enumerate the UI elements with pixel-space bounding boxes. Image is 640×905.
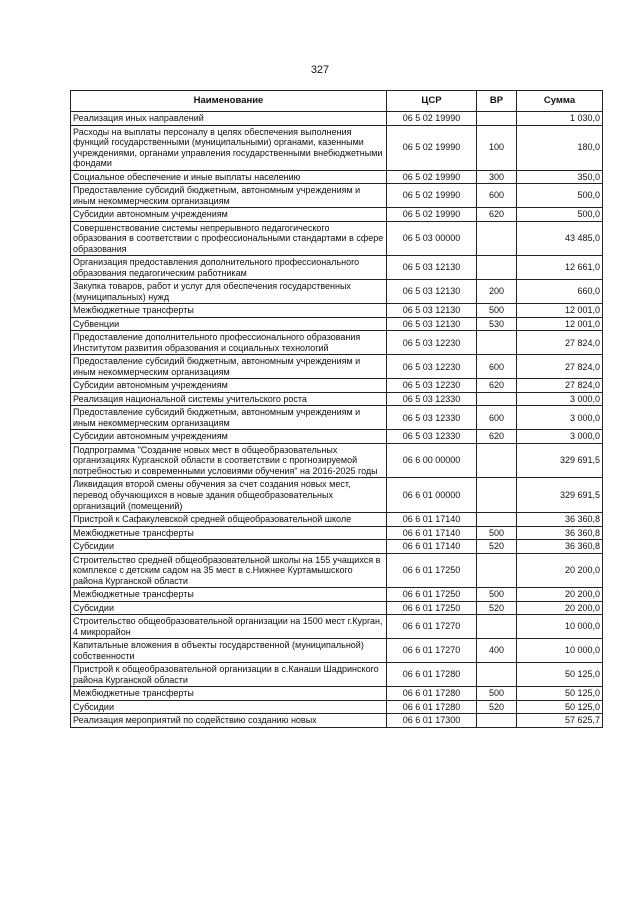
row-csr: 06 5 02 19990 bbox=[387, 112, 477, 126]
page-number: 327 bbox=[310, 64, 330, 76]
row-csr: 06 6 01 17140 bbox=[387, 526, 477, 540]
row-name: Организация предоставления дополнительного профессионального образования педагогическим работникам bbox=[71, 256, 387, 280]
row-name: Субвенции bbox=[71, 317, 387, 331]
table-row bbox=[71, 478, 603, 513]
row-name: Реализация мероприятий по содействию созданию новых bbox=[71, 714, 387, 728]
row-vr: 600 bbox=[477, 355, 517, 379]
row-sum: 350,0 bbox=[517, 170, 603, 184]
row-csr: 06 5 02 19990 bbox=[387, 125, 477, 170]
table-row bbox=[71, 714, 603, 728]
row-sum: 3 000,0 bbox=[517, 406, 603, 430]
row-csr: 06 6 01 17300 bbox=[387, 714, 477, 728]
row-vr: 620 bbox=[477, 379, 517, 393]
row-csr: 06 6 01 17270 bbox=[387, 615, 477, 639]
row-name: Предоставление субсидий бюджетным, автономным учреждениям и иным некоммерческим организациям bbox=[71, 184, 387, 208]
row-vr bbox=[477, 331, 517, 355]
row-name: Межбюджетные трансферты bbox=[71, 526, 387, 540]
table-row bbox=[71, 700, 603, 714]
table-row bbox=[71, 601, 603, 615]
table-row bbox=[71, 355, 603, 379]
row-name: Ликвидация второй смены обучения за счет создания новых мест, перевод обучающихся в новые здания общеобразовательных организаций (помещений) bbox=[71, 478, 387, 513]
row-csr: 06 6 01 17270 bbox=[387, 639, 477, 663]
row-name: Строительство средней общеобразовательной школы на 155 учащихся в комплексе с детским садом на 35 мест в с.Нижнее Куртамышского района Курганской области bbox=[71, 553, 387, 588]
row-name: Межбюджетные трансферты bbox=[71, 687, 387, 701]
row-sum: 12 001,0 bbox=[517, 304, 603, 318]
row-vr: 500 bbox=[477, 526, 517, 540]
row-sum: 180,0 bbox=[517, 125, 603, 170]
row-vr bbox=[477, 392, 517, 406]
row-sum: 20 200,0 bbox=[517, 601, 603, 615]
table-row bbox=[71, 443, 603, 478]
table-row bbox=[71, 392, 603, 406]
header-vr: ВР bbox=[477, 91, 517, 112]
row-sum: 36 360,8 bbox=[517, 513, 603, 527]
row-csr: 06 6 01 00000 bbox=[387, 478, 477, 513]
header-csr: ЦСР bbox=[387, 91, 477, 112]
row-sum: 10 000,0 bbox=[517, 639, 603, 663]
row-sum: 27 824,0 bbox=[517, 379, 603, 393]
row-vr bbox=[477, 714, 517, 728]
row-name: Реализация национальной системы учительского роста bbox=[71, 392, 387, 406]
row-name: Субсидии автономным учреждениям bbox=[71, 208, 387, 222]
row-name: Пристрой к общеобразовательной организации в с.Канаши Шадринского района Курганской области bbox=[71, 663, 387, 687]
row-sum: 500,0 bbox=[517, 184, 603, 208]
row-csr: 06 5 03 12330 bbox=[387, 392, 477, 406]
table-row bbox=[71, 526, 603, 540]
table-row bbox=[71, 615, 603, 639]
row-vr: 530 bbox=[477, 317, 517, 331]
row-vr bbox=[477, 513, 517, 527]
row-vr: 520 bbox=[477, 540, 517, 554]
row-csr: 06 5 03 12230 bbox=[387, 379, 477, 393]
row-name: Субсидии bbox=[71, 700, 387, 714]
table-row bbox=[71, 639, 603, 663]
table-row bbox=[71, 663, 603, 687]
row-csr: 06 5 03 12130 bbox=[387, 280, 477, 304]
row-sum: 36 360,8 bbox=[517, 526, 603, 540]
table-row bbox=[71, 513, 603, 527]
table-row bbox=[71, 317, 603, 331]
table-row bbox=[71, 208, 603, 222]
row-csr: 06 5 03 12230 bbox=[387, 355, 477, 379]
row-sum: 50 125,0 bbox=[517, 663, 603, 687]
row-csr: 06 5 03 00000 bbox=[387, 221, 477, 256]
row-csr: 06 6 01 17250 bbox=[387, 588, 477, 602]
row-csr: 06 6 01 17250 bbox=[387, 601, 477, 615]
row-name: Субсидии bbox=[71, 601, 387, 615]
row-vr: 600 bbox=[477, 184, 517, 208]
row-csr: 06 6 01 17140 bbox=[387, 540, 477, 554]
table-row bbox=[71, 256, 603, 280]
row-vr bbox=[477, 443, 517, 478]
table-row bbox=[71, 687, 603, 701]
row-sum: 3 000,0 bbox=[517, 430, 603, 444]
row-csr: 06 6 01 17250 bbox=[387, 553, 477, 588]
row-sum: 660,0 bbox=[517, 280, 603, 304]
row-vr bbox=[477, 112, 517, 126]
row-name: Капитальные вложения в объекты государственной (муниципальной) собственности bbox=[71, 639, 387, 663]
row-vr bbox=[477, 256, 517, 280]
table-row bbox=[71, 430, 603, 444]
row-name: Субсидии автономным учреждениям bbox=[71, 379, 387, 393]
row-name: Расходы на выплаты персоналу в целях обеспечения выполнения функций государственными (муниципальными) органами, казенными учреждениями, органами управления государственными внебюджетными фондами bbox=[71, 125, 387, 170]
row-csr: 06 5 02 19990 bbox=[387, 208, 477, 222]
row-sum: 329 691,5 bbox=[517, 443, 603, 478]
table-row bbox=[71, 221, 603, 256]
row-csr: 06 5 03 12130 bbox=[387, 256, 477, 280]
row-sum: 50 125,0 bbox=[517, 700, 603, 714]
row-name: Закупка товаров, работ и услуг для обеспечения государственных (муниципальных) нужд bbox=[71, 280, 387, 304]
row-name: Предоставление субсидий бюджетным, автономным учреждениям и иным некоммерческим организациям bbox=[71, 355, 387, 379]
table-row bbox=[71, 406, 603, 430]
row-sum: 12 661,0 bbox=[517, 256, 603, 280]
row-vr bbox=[477, 663, 517, 687]
table-row bbox=[71, 379, 603, 393]
row-sum: 43 485,0 bbox=[517, 221, 603, 256]
row-vr: 500 bbox=[477, 687, 517, 701]
row-csr: 06 5 03 12130 bbox=[387, 317, 477, 331]
row-csr: 06 5 03 12130 bbox=[387, 304, 477, 318]
row-name: Подпрограмма "Создание новых мест в общеобразовательных организациях Курганской области в соответствии с прогнозируемой потребностью и современными условиями обучения" на 2016-2025 годы bbox=[71, 443, 387, 478]
row-sum: 329 691,5 bbox=[517, 478, 603, 513]
row-csr: 06 5 02 19990 bbox=[387, 184, 477, 208]
row-name: Субсидии bbox=[71, 540, 387, 554]
row-vr: 620 bbox=[477, 208, 517, 222]
row-name: Социальное обеспечение и иные выплаты населению bbox=[71, 170, 387, 184]
row-sum: 500,0 bbox=[517, 208, 603, 222]
row-csr: 06 6 01 17140 bbox=[387, 513, 477, 527]
row-name: Межбюджетные трансферты bbox=[71, 588, 387, 602]
table-row bbox=[71, 125, 603, 170]
row-vr: 200 bbox=[477, 280, 517, 304]
budget-table bbox=[70, 90, 603, 728]
row-csr: 06 5 03 12230 bbox=[387, 331, 477, 355]
row-name: Совершенствование системы непрерывного педагогического образования в соответствии с профессиональными стандартами в сфере образования bbox=[71, 221, 387, 256]
table-row bbox=[71, 331, 603, 355]
row-sum: 1 030,0 bbox=[517, 112, 603, 126]
row-vr: 500 bbox=[477, 304, 517, 318]
row-sum: 20 200,0 bbox=[517, 553, 603, 588]
table-row bbox=[71, 304, 603, 318]
row-csr: 06 6 01 17280 bbox=[387, 663, 477, 687]
row-vr bbox=[477, 478, 517, 513]
row-vr bbox=[477, 615, 517, 639]
row-sum: 12 001,0 bbox=[517, 317, 603, 331]
row-vr: 520 bbox=[477, 700, 517, 714]
table-row bbox=[71, 170, 603, 184]
row-vr: 600 bbox=[477, 406, 517, 430]
row-csr: 06 6 01 17280 bbox=[387, 687, 477, 701]
row-csr: 06 5 03 12330 bbox=[387, 406, 477, 430]
table-row bbox=[71, 588, 603, 602]
row-sum: 27 824,0 bbox=[517, 355, 603, 379]
row-vr: 620 bbox=[477, 430, 517, 444]
table-row bbox=[71, 280, 603, 304]
table-row bbox=[71, 540, 603, 554]
row-sum: 50 125,0 bbox=[517, 687, 603, 701]
row-vr: 400 bbox=[477, 639, 517, 663]
row-csr: 06 5 03 12330 bbox=[387, 430, 477, 444]
row-name: Пристрой к Сафакулевской средней общеобразовательной школе bbox=[71, 513, 387, 527]
row-name: Предоставление дополнительного профессионального образования Институтом развития образования и социальных технологий bbox=[71, 331, 387, 355]
header-name: Наименование bbox=[71, 91, 387, 112]
table-row bbox=[71, 184, 603, 208]
row-vr bbox=[477, 553, 517, 588]
row-sum: 57 625,7 bbox=[517, 714, 603, 728]
row-sum: 10 000,0 bbox=[517, 615, 603, 639]
row-sum: 27 824,0 bbox=[517, 331, 603, 355]
row-name: Субсидии автономным учреждениям bbox=[71, 430, 387, 444]
row-vr: 520 bbox=[477, 601, 517, 615]
row-csr: 06 5 02 19990 bbox=[387, 170, 477, 184]
row-vr: 100 bbox=[477, 125, 517, 170]
table-row bbox=[71, 553, 603, 588]
row-csr: 06 6 01 17280 bbox=[387, 700, 477, 714]
row-name: Межбюджетные трансферты bbox=[71, 304, 387, 318]
row-sum: 3 000,0 bbox=[517, 392, 603, 406]
row-csr: 06 6 00 00000 bbox=[387, 443, 477, 478]
table-header-row bbox=[71, 91, 603, 112]
header-sum: Сумма bbox=[517, 91, 603, 112]
row-name: Строительство общеобразовательной организации на 1500 мест г.Курган, 4 микрорайон bbox=[71, 615, 387, 639]
row-name: Предоставление субсидий бюджетным, автономным учреждениям и иным некоммерческим организациям bbox=[71, 406, 387, 430]
row-name: Реализация иных направлений bbox=[71, 112, 387, 126]
row-vr bbox=[477, 221, 517, 256]
row-sum: 36 360,8 bbox=[517, 540, 603, 554]
row-vr: 500 bbox=[477, 588, 517, 602]
table-row bbox=[71, 112, 603, 126]
table-body bbox=[71, 112, 603, 728]
row-sum: 20 200,0 bbox=[517, 588, 603, 602]
row-vr: 300 bbox=[477, 170, 517, 184]
